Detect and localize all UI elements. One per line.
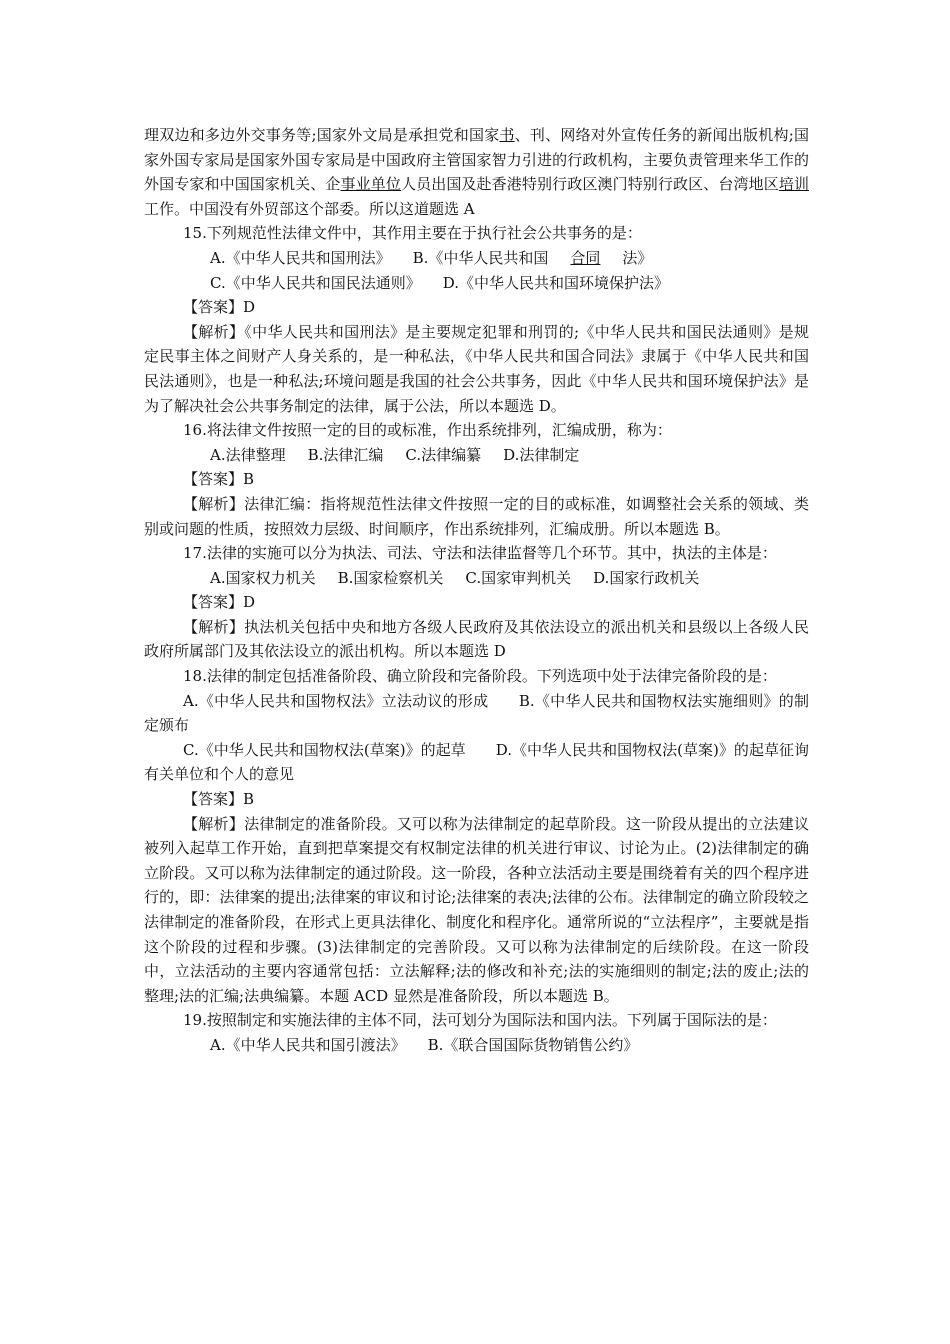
q15-analysis: 【解析】《中华人民共和国刑法》是主要规定犯罪和刑罚的;《中华人民共和国民法通则》是规定民事主体之间财产人身关系的，是一种私法，《中华人民共和国合同法》隶属于《中华人民共和国民法通则》，也是一种私法;环境问题是我国的社会公共事务，因此《中华人民共和国环境保护法》是为了解决社会公共事务制定的法律，属于公法，所以本题选 D。	[144, 322, 809, 415]
q17-analysis: 【解析】执法机关包括中央和地方各级人民政府及其依法设立的派出机关和县级以上各级人民政府所属部门及其依法设立的派出机构。所以本题选 D	[144, 617, 809, 661]
q15-option-d: D.《中华人民共和国环境保护法》	[442, 273, 669, 292]
q17-options	[144, 566, 809, 591]
q16-option-d: D.法律制定	[503, 445, 580, 464]
intro-underlined-2: 事业单位	[340, 175, 401, 194]
intro-underlined-1: 书	[499, 126, 515, 144]
q19-option-b: B.《联合国国际货物销售公约》	[427, 1035, 639, 1054]
document-page	[144, 123, 809, 1058]
q18-options-ab: A.《中华人民共和国物权法》立法动议的形成 B.《中华人民共和国物权法实施细则》的制定颁布	[144, 691, 809, 735]
q15-option-b-post: 法》	[622, 248, 653, 267]
q19-stem: 19.按照制定和实施法律的主体不同，法可划分为国际法和国内法。下列属于国际法的是：	[183, 1011, 777, 1030]
q17-option-d: D.国家行政机关	[593, 568, 700, 587]
q18-answer: 【答案】B	[183, 790, 255, 809]
q15-option-a: A.《中华人民共和国刑法》	[210, 248, 391, 267]
intro-text-3: 人员出国及赴香港特别行政区澳门特别行政区、台湾地区	[400, 175, 779, 194]
q18-stem: 18.法律的制定包括准备阶段、确立阶段和完备阶段。下列选项中处于法律完备阶段的是：	[183, 667, 777, 686]
q17-answer: 【答案】D	[183, 593, 256, 612]
q15-options-ab	[144, 246, 809, 271]
intro-paragraph	[144, 123, 809, 221]
q16-option-b: B.法律汇编	[307, 445, 384, 464]
q15-answer: 【答案】D	[183, 298, 256, 317]
intro-underlined-3: 培训	[778, 175, 809, 194]
q19-option-a: A.《中华人民共和国引渡法》	[210, 1035, 406, 1054]
intro-text-1: 理双边和多边外交事务等;国家外文局是承担党和国家	[144, 126, 500, 144]
q16-stem: 16.将法律文件按照一定的目的或标准，作出系统排列，汇编成册，称为：	[183, 421, 672, 440]
q15-option-b-pre: B.《中华人民共和国	[412, 248, 549, 267]
q17-option-a: A.国家权力机关	[210, 568, 316, 587]
q15-options-cd	[144, 271, 809, 296]
q17-option-c: C.国家审判机关	[465, 568, 572, 587]
q15-option-b	[413, 246, 675, 271]
q16-option-a: A.法律整理	[210, 445, 286, 464]
q18-analysis: 【解析】法律制定的准备阶段。又可以称为法律制定的起草阶段。这一阶段从提出的立法建议被列入起草工作开始，直到把草案提交有权制定法律的机关进行审议、讨论为止。(2)法律制定的确立阶段。又可以称为法律制定的通过阶段。这一阶段，各种立法活动主要是围绕着有关的四个程序进行的，即：法律案的提出;法律案的审议和讨论;法律案的表决;法律的公布。法律制定的确立阶段较之法律制定的准备阶段，在形式上更具法律化、制度化和程序化。通常所说的“立法程序”，主要就是指这个阶段的过程和步骤。(3)法律制定的完善阶段。又可以称为法律制定的后续阶段。在这一阶段中，立法活动的主要内容通常包括：立法解释;法的修改和补充;法的实施细则的制定;法的废止;法的整理;法的汇编;法典编纂。本题 ACD 显然是准备阶段，所以本题选 B。	[144, 814, 809, 1005]
q19-options	[144, 1033, 809, 1058]
q15-option-b-underlined: 合同	[570, 248, 601, 267]
q18-options-cd: C.《中华人民共和国物权法(草案)》的起草 D.《中华人民共和国物权法(草案)》的起草征询有关单位和个人的意见	[144, 740, 809, 784]
q17-option-b: B.国家检察机关	[337, 568, 444, 587]
q15-stem: 15.下列规范性法律文件中，其作用主要在于执行社会公共事务的是：	[183, 224, 642, 243]
q15-option-c: C.《中华人民共和国民法通则》	[210, 273, 421, 292]
q16-options	[144, 443, 809, 468]
q16-answer: 【答案】B	[183, 470, 255, 489]
q16-analysis: 【解析】法律汇编：指将规范性法律文件按照一定的目的或标准，如调整社会关系的领域、类别或问题的性质，按照效力层级、时间顺序，作出系统排列，汇编成册。所以本题选 B。	[144, 494, 809, 538]
intro-text-4: 工作。中国没有外贸部这个部委。所以这道题选 A	[144, 199, 475, 218]
q17-stem: 17.法律的实施可以分为执法、司法、守法和法律监督等几个环节。其中，执法的主体是：	[183, 544, 777, 563]
q16-option-c: C.法律编纂	[405, 445, 482, 464]
intro-text-2: 、刊、网络对外宣传任务的新闻出版机构;国家外国专家局是国家外国专家局是中国政府主管国家智力引进的行政机构，主要负责管理来华工作的外国专家和中国国家机关、企	[144, 126, 809, 194]
